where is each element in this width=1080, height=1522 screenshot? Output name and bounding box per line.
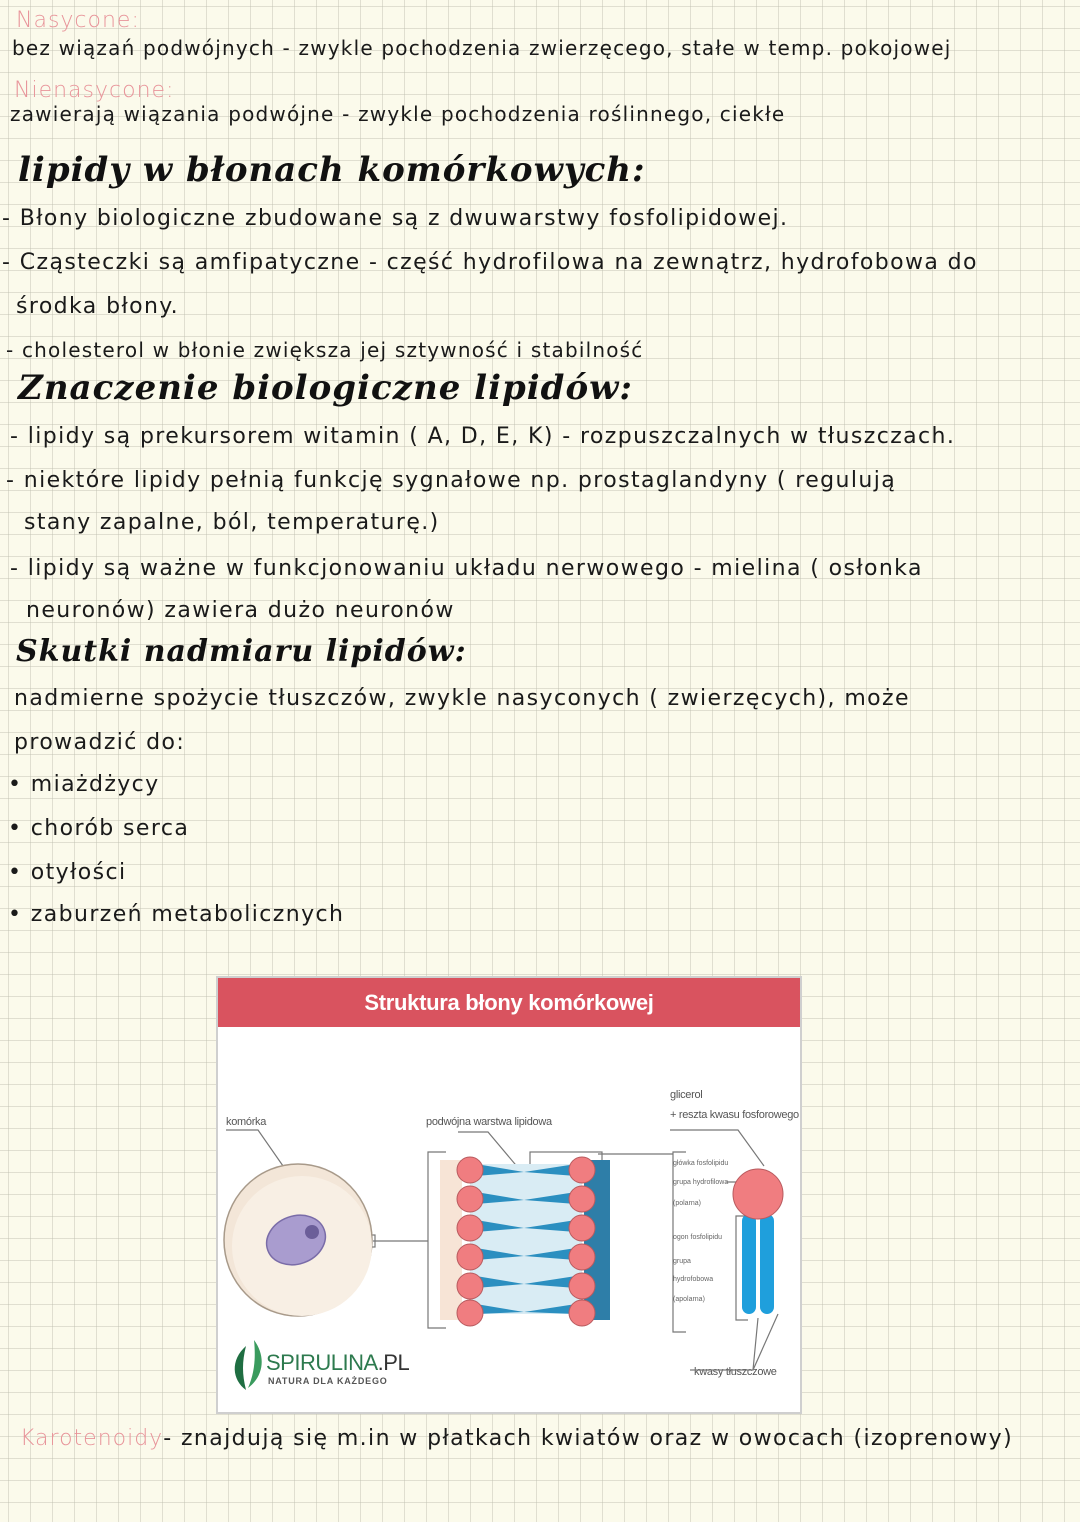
text-unsaturated: zawierają wiązania podwójne - zwykle pochodzenia roślinnego, ciekłe bbox=[10, 102, 786, 126]
logo-name bbox=[266, 1350, 409, 1376]
label-polar: (polarna) bbox=[673, 1200, 702, 1207]
bullet-text: chorób serca bbox=[30, 816, 190, 841]
label-hydrophobic: hydrofobowa bbox=[673, 1276, 714, 1283]
excess-intro: nadmierne spożycie tłuszczów, zwykle nasyconych ( zwierzęcych), może bbox=[14, 686, 910, 711]
label-fatty-acids: kwasy tłuszczowe bbox=[694, 1366, 777, 1378]
excess-bullet: • otyłości bbox=[8, 860, 127, 885]
logo-brand: SPIRULINA bbox=[266, 1350, 378, 1375]
excess-intro: prowadzić do: bbox=[14, 730, 186, 755]
label-cell: komórka bbox=[226, 1116, 267, 1128]
membranes-item: - cholesterol w błonie zwiększa jej sztywność i stabilność bbox=[6, 338, 644, 362]
membranes-item: - Błony biologiczne zbudowane są z dwuwarstwy fosfolipidowej. bbox=[2, 206, 789, 231]
significance-item: - niektóre lipidy pełnią funkcję sygnałowe np. prostaglandyny ( regulują bbox=[6, 468, 897, 493]
label-glycerol: glicerol bbox=[670, 1089, 703, 1101]
label-head: główka fosfolipidu bbox=[673, 1160, 729, 1167]
logo-tld: .PL bbox=[377, 1350, 410, 1375]
significance-item: - lipidy są prekursorem witamin ( A, D, E, K) - rozpuszczalnych w tłuszczach. bbox=[10, 424, 956, 449]
significance-item: neuronów) zawiera dużo neuronów bbox=[26, 598, 455, 623]
phospholipid-icon bbox=[733, 1169, 783, 1314]
label-phosphate: + reszta kwasu fosforowego bbox=[670, 1109, 799, 1121]
heading-excess: Skutki nadmiaru lipidów: bbox=[16, 634, 467, 669]
label-group: grupa bbox=[673, 1258, 691, 1265]
bilayer-icon bbox=[440, 1157, 610, 1326]
excess-bullet: • zaburzeń metabolicznych bbox=[8, 902, 345, 927]
label-hydrophilic: grupa hydrofilowa bbox=[673, 1179, 729, 1186]
carotenoids-line bbox=[20, 1426, 1013, 1451]
label-tail: ogon fosfolipidu bbox=[673, 1234, 723, 1241]
leaf-logo-icon bbox=[235, 1340, 262, 1390]
logo-tagline: NATURA DLA KAŻDEGO bbox=[268, 1376, 388, 1386]
label-bilayer: podwójna warstwa lipidowa bbox=[426, 1116, 552, 1128]
label-apolar: (apolarna) bbox=[673, 1296, 705, 1303]
label-saturated: Nasycone: bbox=[16, 8, 140, 33]
heading-membranes: lipidy w błonach komórkowych: bbox=[18, 150, 646, 190]
significance-item: stany zapalne, ból, temperaturę.) bbox=[24, 510, 440, 535]
membranes-item: środka błony. bbox=[16, 294, 179, 319]
text-saturated: bez wiązań podwójnych - zwykle pochodzenia zwierzęcego, stałe w temp. pokojowej bbox=[12, 36, 952, 60]
label-carotenoids: Karotenoidy bbox=[20, 1426, 164, 1451]
excess-bullet: • miażdżycy bbox=[8, 772, 160, 797]
membrane-diagram bbox=[216, 976, 802, 1414]
heading-significance: Znaczenie biologiczne lipidów: bbox=[18, 368, 633, 408]
bullet-text: miażdżycy bbox=[30, 772, 160, 797]
bullet-text: otyłości bbox=[30, 860, 127, 885]
diagram-title: Struktura błony komórkowej bbox=[218, 978, 800, 1027]
membranes-item: - Cząsteczki są amfipatyczne - część hydrofilowa na zewnątrz, hydrofobowa do bbox=[2, 250, 978, 275]
text-carotenoids: - znajdują się m.in w płatkach kwiatów oraz w owocach (izoprenowy) bbox=[163, 1426, 1014, 1451]
bullet-text: zaburzeń metabolicznych bbox=[30, 902, 345, 927]
label-unsaturated: Nienasycone: bbox=[14, 78, 175, 103]
cell-icon bbox=[224, 1164, 372, 1316]
significance-item: - lipidy są ważne w funkcjonowaniu układu nerwowego - mielina ( osłonka bbox=[10, 556, 923, 581]
excess-bullet: • chorób serca bbox=[8, 816, 190, 841]
